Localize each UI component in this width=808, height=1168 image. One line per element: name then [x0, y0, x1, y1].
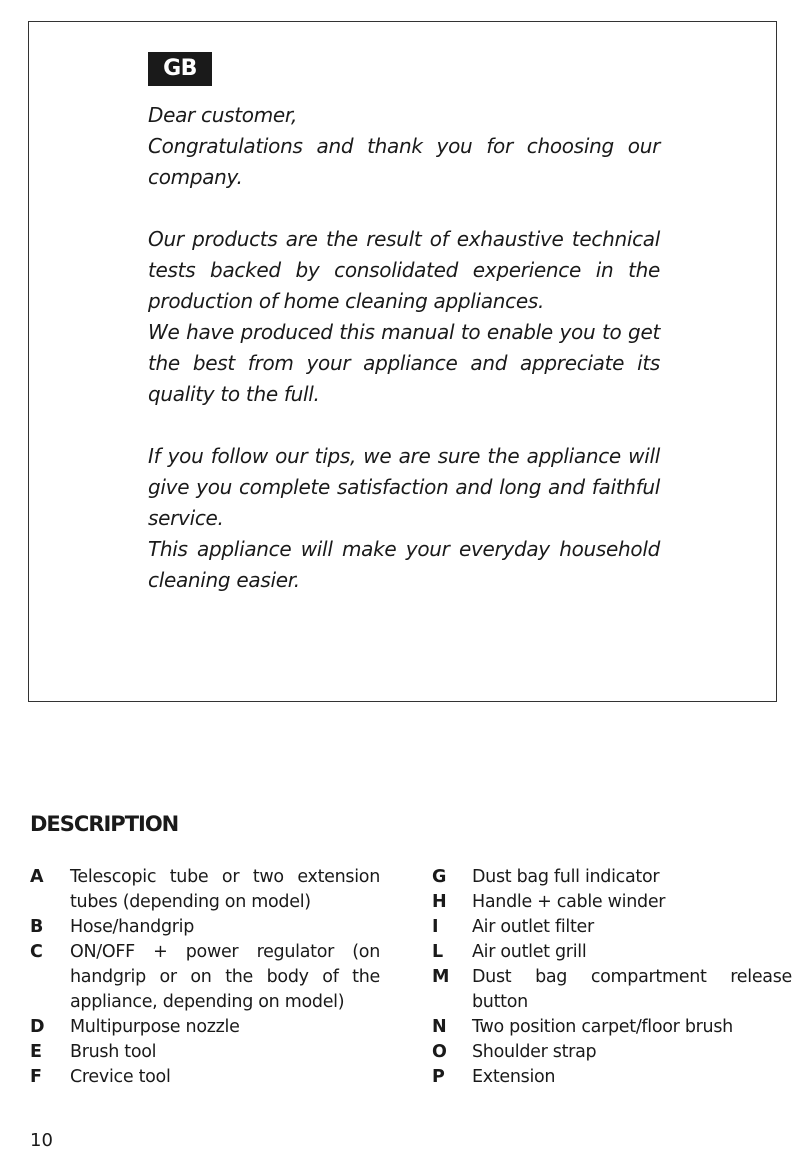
- letter-paragraph: This appliance will make your everyday household cleaning easier.: [148, 537, 660, 592]
- list-item: [432, 940, 792, 965]
- item-text: Extension: [472, 1067, 556, 1087]
- item-text: Dust bag full indicator: [472, 867, 660, 887]
- item-letter: D: [30, 1017, 45, 1037]
- list-item: [30, 940, 380, 1015]
- list-item: [30, 1040, 380, 1065]
- description-heading: DESCRIPTION: [30, 812, 179, 836]
- item-letter: N: [432, 1017, 447, 1037]
- item-text: Hose/handgrip: [70, 917, 195, 937]
- list-item: [432, 915, 792, 940]
- item-letter: G: [432, 867, 447, 887]
- list-item: [432, 1040, 792, 1065]
- item-text: Brush tool: [70, 1042, 157, 1062]
- list-item: [432, 890, 792, 915]
- item-text: Telescopic tube or two extension tubes (depending on model): [70, 867, 380, 912]
- item-text: Dust bag compartment release button: [472, 967, 792, 1012]
- item-letter: H: [432, 892, 447, 912]
- item-letter: E: [30, 1042, 42, 1062]
- description-list-left: [30, 865, 380, 1090]
- item-letter: L: [432, 942, 443, 962]
- list-item: [432, 1015, 792, 1040]
- item-text: Air outlet filter: [472, 917, 594, 937]
- list-item: [432, 965, 792, 1015]
- welcome-letter: [148, 100, 660, 596]
- item-letter: A: [30, 867, 44, 887]
- list-item: [30, 915, 380, 940]
- language-badge: GB: [148, 52, 212, 86]
- item-text: Handle + cable winder: [472, 892, 666, 912]
- letter-paragraph: Congratulations and thank you for choosing our company.: [148, 134, 660, 189]
- description-list-right: [432, 865, 792, 1090]
- letter-paragraph: We have produced this manual to enable you to get the best from your appliance and appreciate its quality to the full.: [148, 320, 660, 406]
- item-letter: I: [432, 917, 439, 937]
- letter-paragraph: If you follow our tips, we are sure the appliance will give you complete satisfaction and long and faithful service.: [148, 444, 660, 530]
- list-item: [30, 865, 380, 915]
- letter-salutation: Dear customer,: [148, 103, 298, 127]
- item-text: Two position carpet/floor brush: [472, 1017, 733, 1037]
- list-item: [432, 865, 792, 890]
- item-text: ON/OFF + power regulator (on handgrip or on the body of the appliance, depending on model): [70, 942, 380, 1012]
- item-letter: M: [432, 967, 450, 987]
- item-letter: F: [30, 1067, 42, 1087]
- item-letter: P: [432, 1067, 445, 1087]
- item-letter: C: [30, 942, 43, 962]
- letter-paragraph: Our products are the result of exhaustive technical tests backed by consolidated experience in the production of home cleaning appliances.: [148, 227, 660, 313]
- list-item: [432, 1065, 792, 1090]
- item-text: Crevice tool: [70, 1067, 171, 1087]
- item-text: Shoulder strap: [472, 1042, 597, 1062]
- item-letter: B: [30, 917, 44, 937]
- item-text: Air outlet grill: [472, 942, 587, 962]
- list-item: [30, 1065, 380, 1090]
- item-letter: O: [432, 1042, 447, 1062]
- item-text: Multipurpose nozzle: [70, 1017, 240, 1037]
- list-item: [30, 1015, 380, 1040]
- page-number: 10: [30, 1130, 53, 1151]
